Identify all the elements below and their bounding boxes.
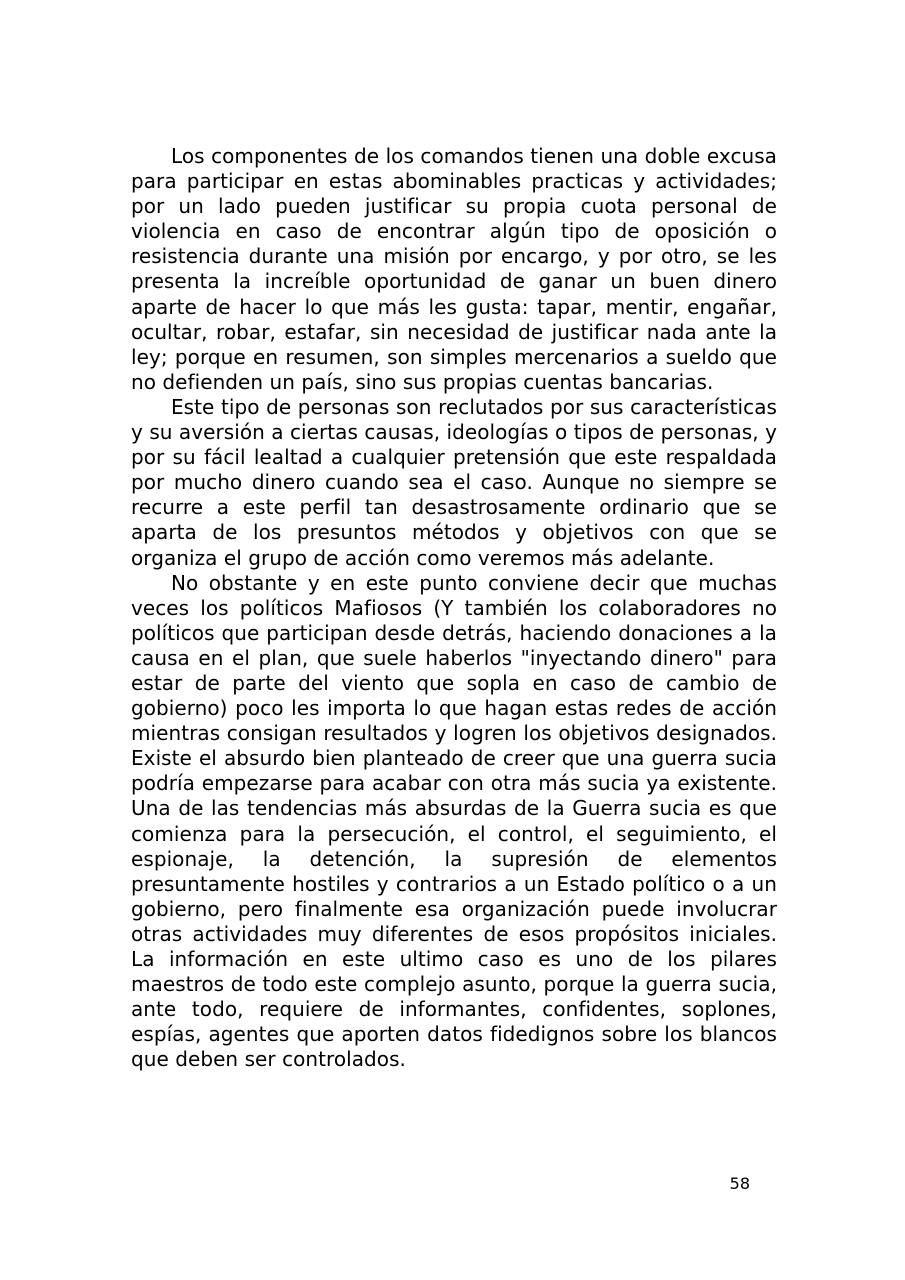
paragraph-1: Los componentes de los comandos tienen una doble excusa para participar en estas abominables practicas y actividades; por un lado pueden justificar su propia cuota personal de violencia en caso de encontrar algún tipo de oposición o resistencia durante una misión por encargo, y por otro, se les presenta la increíble oportunidad de ganar un buen dinero aparte de hacer lo que más les gusta: tapar, mentir, engañar, ocultar, robar, estafar, sin necesidad de justificar nada ante la ley; porque en resumen, son simples mercenarios a sueldo que no defienden un país, sino sus propias cuentas bancarias. <box>131 144 777 394</box>
paragraph-3: No obstante y en este punto conviene decir que muchas veces los políticos Mafiosos (Y también los colaboradores no políticos que participan desde detrás, haciendo donaciones a la causa en el plan, que suele haberlos "inyectando dinero" para estar de parte del viento que sopla en caso de cambio de gobierno) poco les importa lo que hagan estas redes de acción mientras consigan resultados y logren los objetivos designados. Existe el absurdo bien planteado de creer que una guerra sucia podría empezarse para acabar con otra más sucia ya existente. Una de las tendencias más absurdas de la Guerra sucia es que comienza para la persecución, el control, el seguimiento, el espionaje, la detención, la supresión de elementos presuntamente hostiles y contrarios a un Estado político o a un gobierno, pero finalmente esa organización puede involucrar otras actividades muy diferentes de esos propósitos iniciales. La información en este ultimo caso es uno de los pilares maestros de todo este complejo asunto, porque la guerra sucia, ante todo, requiere de informantes, confidentes, soplones, espías, agentes que aporten datos fidedignos sobre los blancos que deben ser controlados. <box>131 570 777 1072</box>
body-text <box>131 144 777 1072</box>
paragraph-2: Este tipo de personas son reclutados por sus características y su aversión a ciertas causas, ideologías o tipos de personas, y por su fácil lealtad a cualquier pretensión que este respaldada por mucho dinero cuando sea el caso. Aunque no siempre se recurre a este perfil tan desastrosamente ordinario que se aparta de los presuntos métodos y objetivos con que se organiza el grupo de acción como veremos más adelante. <box>131 394 777 570</box>
page-number: 58 <box>729 1174 750 1193</box>
